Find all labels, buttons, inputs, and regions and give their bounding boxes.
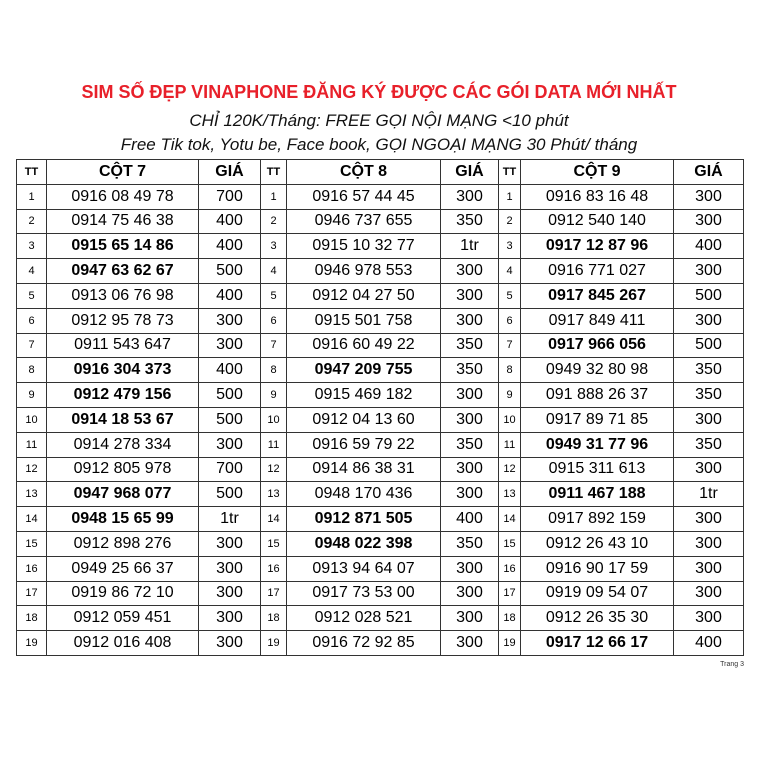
sim-number: 0912 898 276 — [47, 531, 199, 556]
sim-number: 0947 209 755 — [287, 358, 441, 383]
sim-price: 300 — [674, 507, 744, 532]
row-index: 16 — [499, 556, 521, 581]
sim-price: 400 — [674, 631, 744, 656]
sim-price: 500 — [674, 283, 744, 308]
row-index: 16 — [261, 556, 287, 581]
sim-price: 400 — [441, 507, 499, 532]
sim-number: 0916 771 027 — [521, 259, 674, 284]
sim-number: 0912 26 35 30 — [521, 606, 674, 631]
row-index: 14 — [499, 507, 521, 532]
sim-number: 0916 304 373 — [47, 358, 199, 383]
row-index: 14 — [261, 507, 287, 532]
row-index: 19 — [17, 631, 47, 656]
row-index: 18 — [261, 606, 287, 631]
sim-price: 300 — [199, 606, 261, 631]
price-header: GIÁ — [441, 160, 499, 185]
sim-number: 0912 059 451 — [47, 606, 199, 631]
sim-price: 700 — [199, 457, 261, 482]
sim-number: 0912 04 27 50 — [287, 283, 441, 308]
row-index: 3 — [499, 234, 521, 259]
sim-price: 300 — [441, 631, 499, 656]
sim-number: 0915 469 182 — [287, 383, 441, 408]
row-index: 13 — [261, 482, 287, 507]
sim-number: 0914 75 46 38 — [47, 209, 199, 234]
row-index: 7 — [261, 333, 287, 358]
row-index: 5 — [17, 283, 47, 308]
row-index: 17 — [261, 581, 287, 606]
row-index: 12 — [499, 457, 521, 482]
table-row — [17, 308, 744, 333]
table-row — [17, 184, 744, 209]
sim-price: 350 — [441, 333, 499, 358]
row-index: 2 — [261, 209, 287, 234]
row-index: 13 — [17, 482, 47, 507]
table-row — [17, 432, 744, 457]
sim-number: 0913 06 76 98 — [47, 283, 199, 308]
sim-price: 300 — [441, 308, 499, 333]
sim-number: 0947 63 62 67 — [47, 259, 199, 284]
sim-price: 300 — [441, 407, 499, 432]
sim-price: 1tr — [199, 507, 261, 532]
row-index: 19 — [261, 631, 287, 656]
sim-price: 300 — [674, 606, 744, 631]
sim-number: 0912 016 408 — [47, 631, 199, 656]
row-index: 5 — [499, 283, 521, 308]
page-number: Trang 3 — [720, 661, 744, 668]
row-index: 1 — [17, 184, 47, 209]
table-row — [17, 259, 744, 284]
sim-price: 300 — [674, 556, 744, 581]
sim-number: 0948 022 398 — [287, 531, 441, 556]
sim-number: 0917 892 159 — [521, 507, 674, 532]
row-index: 8 — [499, 358, 521, 383]
sim-number: 0916 72 92 85 — [287, 631, 441, 656]
row-index: 11 — [499, 432, 521, 457]
sim-number: 0916 57 44 45 — [287, 184, 441, 209]
row-index: 13 — [499, 482, 521, 507]
row-index: 17 — [17, 581, 47, 606]
table-row — [17, 383, 744, 408]
row-index: 1 — [261, 184, 287, 209]
table-row — [17, 581, 744, 606]
price-header: GIÁ — [674, 160, 744, 185]
sim-price: 350 — [674, 358, 744, 383]
sim-number: 0915 501 758 — [287, 308, 441, 333]
sim-number: 0949 32 80 98 — [521, 358, 674, 383]
sim-number: 0917 845 267 — [521, 283, 674, 308]
row-index: 15 — [261, 531, 287, 556]
sim-price: 300 — [674, 184, 744, 209]
sim-price: 300 — [199, 333, 261, 358]
sim-number: 0915 65 14 86 — [47, 234, 199, 259]
row-index: 15 — [17, 531, 47, 556]
sim-price: 300 — [674, 531, 744, 556]
sim-price: 300 — [199, 581, 261, 606]
row-index: 11 — [261, 432, 287, 457]
row-index: 14 — [17, 507, 47, 532]
sim-price: 400 — [199, 283, 261, 308]
row-index: 7 — [17, 333, 47, 358]
sim-number: 0915 10 32 77 — [287, 234, 441, 259]
table-row — [17, 556, 744, 581]
sim-number: 0919 86 72 10 — [47, 581, 199, 606]
row-index: 3 — [261, 234, 287, 259]
row-index: 19 — [499, 631, 521, 656]
sim-price: 400 — [199, 209, 261, 234]
sim-number: 0917 12 87 96 — [521, 234, 674, 259]
sim-price: 350 — [441, 531, 499, 556]
sim-number: 0916 59 79 22 — [287, 432, 441, 457]
sim-number: 0912 540 140 — [521, 209, 674, 234]
sim-number: 0917 849 411 — [521, 308, 674, 333]
sim-price: 300 — [441, 383, 499, 408]
sim-number: 0916 83 16 48 — [521, 184, 674, 209]
sim-price: 300 — [441, 457, 499, 482]
sim-number: 0912 04 13 60 — [287, 407, 441, 432]
sim-price: 300 — [674, 457, 744, 482]
sim-price: 300 — [441, 184, 499, 209]
row-index: 8 — [261, 358, 287, 383]
row-index: 6 — [499, 308, 521, 333]
sim-number: 0912 95 78 73 — [47, 308, 199, 333]
group-header-cot-8: CỘT 8 — [287, 160, 441, 185]
sim-number: 0915 311 613 — [521, 457, 674, 482]
sim-number: 0914 278 334 — [47, 432, 199, 457]
sim-price: 500 — [199, 407, 261, 432]
sim-price: 300 — [674, 581, 744, 606]
sim-price: 500 — [199, 259, 261, 284]
row-index: 11 — [17, 432, 47, 457]
sim-number: 0947 968 077 — [47, 482, 199, 507]
sim-number: 0948 170 436 — [287, 482, 441, 507]
sim-price: 300 — [199, 531, 261, 556]
sim-price: 350 — [441, 209, 499, 234]
sim-price: 300 — [199, 556, 261, 581]
sim-price: 300 — [674, 209, 744, 234]
sim-price: 700 — [199, 184, 261, 209]
sim-price: 300 — [441, 259, 499, 284]
sim-number: 0917 73 53 00 — [287, 581, 441, 606]
sim-price: 300 — [441, 606, 499, 631]
table-row — [17, 358, 744, 383]
table-header-row — [17, 160, 744, 185]
row-index: 8 — [17, 358, 47, 383]
sim-price: 350 — [441, 432, 499, 457]
sim-number: 0914 86 38 31 — [287, 457, 441, 482]
row-index: 12 — [17, 457, 47, 482]
sim-number: 0917 89 71 85 — [521, 407, 674, 432]
sim-number: 0913 94 64 07 — [287, 556, 441, 581]
subtitle-benefits: Free Tik tok, Yotu be, Face book, GỌI NGOẠI MẠNG 30 Phút/ tháng — [120, 135, 638, 154]
sim-price: 500 — [674, 333, 744, 358]
sim-price: 300 — [674, 407, 744, 432]
sim-number: 0914 18 53 67 — [47, 407, 199, 432]
sim-price: 500 — [199, 383, 261, 408]
row-index: 17 — [499, 581, 521, 606]
sim-number: 091 888 26 37 — [521, 383, 674, 408]
sim-number: 0949 25 66 37 — [47, 556, 199, 581]
sim-price: 300 — [441, 556, 499, 581]
table-row — [17, 234, 744, 259]
sim-price-table — [16, 159, 744, 656]
sim-price: 300 — [674, 259, 744, 284]
sim-price: 1tr — [441, 234, 499, 259]
sim-price: 300 — [199, 432, 261, 457]
sim-price: 300 — [674, 308, 744, 333]
subtitle-offer: CHỈ 120K/Tháng: FREE GỌI NỘI MẠNG <10 phút — [189, 111, 569, 130]
table-row — [17, 209, 744, 234]
table-row — [17, 482, 744, 507]
table-row — [17, 606, 744, 631]
row-index: 10 — [499, 407, 521, 432]
row-index: 9 — [261, 383, 287, 408]
price-header: GIÁ — [199, 160, 261, 185]
sim-price: 350 — [441, 358, 499, 383]
sim-number: 0912 871 505 — [287, 507, 441, 532]
sim-price: 1tr — [674, 482, 744, 507]
row-index: 7 — [499, 333, 521, 358]
row-index: 6 — [261, 308, 287, 333]
sim-number: 0912 028 521 — [287, 606, 441, 631]
sim-number: 0916 90 17 59 — [521, 556, 674, 581]
table-row — [17, 283, 744, 308]
sim-number: 0912 26 43 10 — [521, 531, 674, 556]
row-index: 18 — [499, 606, 521, 631]
row-index: 3 — [17, 234, 47, 259]
sim-number: 0949 31 77 96 — [521, 432, 674, 457]
row-index: 2 — [499, 209, 521, 234]
row-index: 9 — [499, 383, 521, 408]
tt-header: TT — [261, 160, 287, 185]
sim-number: 0911 543 647 — [47, 333, 199, 358]
sim-number: 0946 978 553 — [287, 259, 441, 284]
table-row — [17, 507, 744, 532]
row-index: 1 — [499, 184, 521, 209]
table-row — [17, 631, 744, 656]
sim-number: 0916 08 49 78 — [47, 184, 199, 209]
row-index: 4 — [261, 259, 287, 284]
sim-price: 300 — [199, 308, 261, 333]
sim-price: 300 — [441, 283, 499, 308]
sim-price: 400 — [199, 358, 261, 383]
sim-number: 0917 966 056 — [521, 333, 674, 358]
row-index: 16 — [17, 556, 47, 581]
tt-header: TT — [499, 160, 521, 185]
row-index: 4 — [499, 259, 521, 284]
row-index: 9 — [17, 383, 47, 408]
sim-number: 0917 12 66 17 — [521, 631, 674, 656]
sim-number: 0912 479 156 — [47, 383, 199, 408]
group-header-cot-9: CỘT 9 — [521, 160, 674, 185]
sim-number: 0948 15 65 99 — [47, 507, 199, 532]
page-title: SIM SỐ ĐẸP VINAPHONE ĐĂNG KÝ ĐƯỢC CÁC GÓI DATA MỚI NHẤT — [81, 82, 677, 102]
row-index: 15 — [499, 531, 521, 556]
sim-price: 400 — [199, 234, 261, 259]
sim-price: 500 — [199, 482, 261, 507]
row-index: 2 — [17, 209, 47, 234]
row-index: 4 — [17, 259, 47, 284]
sim-price: 350 — [674, 383, 744, 408]
sim-number: 0919 09 54 07 — [521, 581, 674, 606]
table-row — [17, 333, 744, 358]
table-row — [17, 407, 744, 432]
sim-number: 0946 737 655 — [287, 209, 441, 234]
sim-price: 300 — [441, 581, 499, 606]
sim-price: 300 — [199, 631, 261, 656]
row-index: 10 — [17, 407, 47, 432]
sim-price: 350 — [674, 432, 744, 457]
group-header-cot-7: CỘT 7 — [47, 160, 199, 185]
row-index: 5 — [261, 283, 287, 308]
sim-number: 0912 805 978 — [47, 457, 199, 482]
table-row — [17, 457, 744, 482]
sim-price: 300 — [441, 482, 499, 507]
row-index: 12 — [261, 457, 287, 482]
sim-number: 0916 60 49 22 — [287, 333, 441, 358]
row-index: 18 — [17, 606, 47, 631]
row-index: 10 — [261, 407, 287, 432]
table-row — [17, 531, 744, 556]
sim-price: 400 — [674, 234, 744, 259]
sim-number: 0911 467 188 — [521, 482, 674, 507]
row-index: 6 — [17, 308, 47, 333]
tt-header: TT — [17, 160, 47, 185]
